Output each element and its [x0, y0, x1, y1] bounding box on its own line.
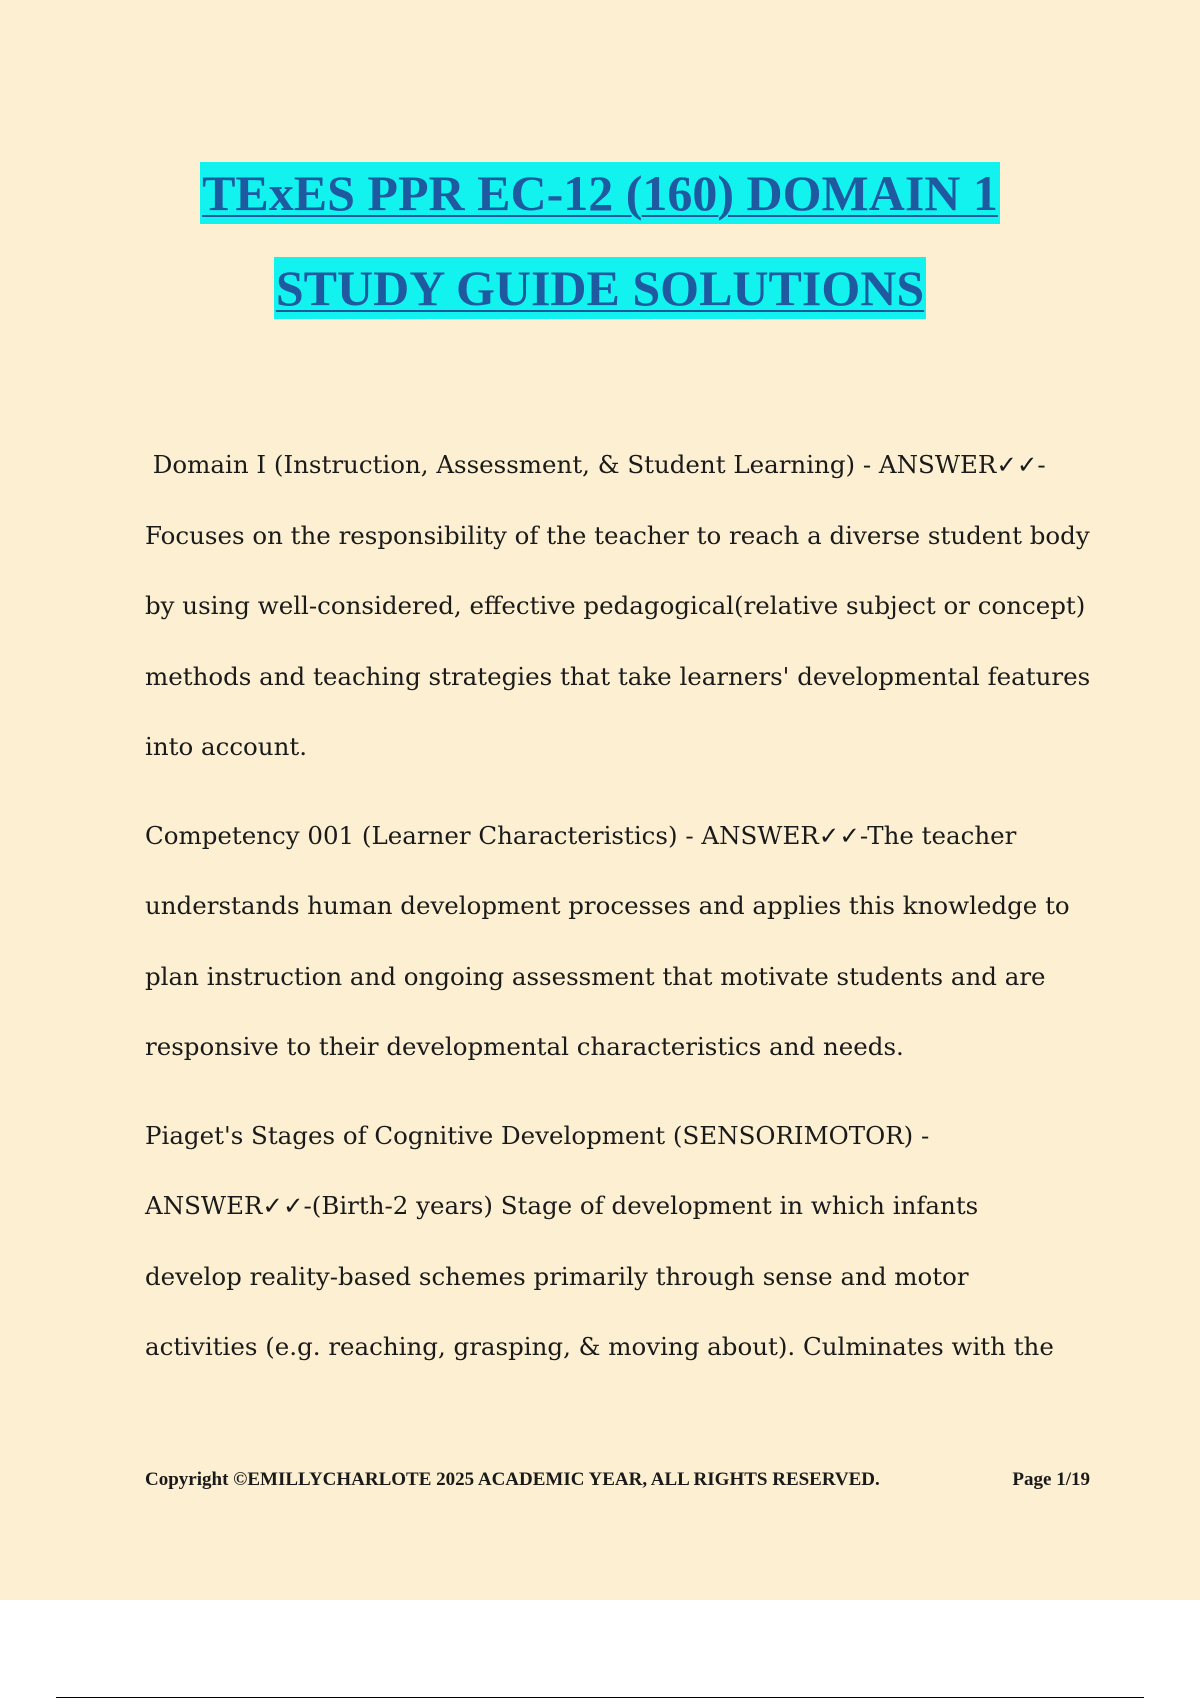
entry-line: into account. [145, 732, 307, 761]
entry-piaget-sensorimotor [145, 1101, 1090, 1383]
entry-line: plan instruction and ongoing assessment that motivate students and are [145, 961, 1046, 991]
entry-domain-1 [145, 430, 1090, 783]
entry-line: Domain I (Instruction, Assessment, & Student Learning) - ANSWER✓✓- [145, 450, 1046, 479]
entry-line: develop reality-based schemes primarily through sense and motor [145, 1261, 969, 1291]
document-title [0, 162, 1200, 319]
entry-line: Competency 001 (Learner Characteristics) - ANSWER✓✓-The teacher [145, 820, 1017, 850]
bottom-divider [56, 1697, 1144, 1698]
entry-line: Piaget's Stages of Cognitive Development (SENSORIMOTOR) - [145, 1120, 930, 1150]
document-body [145, 430, 1090, 1383]
entry-competency-001 [145, 801, 1090, 1083]
title-line-1: TExES PPR EC-12 (160) DOMAIN 1 [200, 162, 1000, 224]
entry-line: ANSWER✓✓-(Birth-2 years) Stage of development in which infants [145, 1191, 979, 1220]
title-line-2: STUDY GUIDE SOLUTIONS [274, 257, 926, 319]
entry-line: by using well-considered, effective pedagogical(relative subject or concept) [145, 591, 1086, 620]
entry-line: understands human development processes and applies this knowledge to [145, 891, 1070, 920]
entry-line: Focuses on the responsibility of the teacher to reach a diverse student body [145, 520, 1090, 550]
entry-line: activities (e.g. reaching, grasping, & moving about). Culminates with the [145, 1332, 1054, 1361]
entry-line: responsive to their developmental characteristics and needs. [145, 1032, 904, 1061]
page-number: Page 1/19 [1012, 1469, 1090, 1490]
copyright-notice: Copyright ©EMILLYCHARLOTE 2025 ACADEMIC YEAR, ALL RIGHTS RESERVED. [145, 1469, 880, 1490]
entry-line: methods and teaching strategies that take learners' developmental features [145, 661, 1091, 691]
